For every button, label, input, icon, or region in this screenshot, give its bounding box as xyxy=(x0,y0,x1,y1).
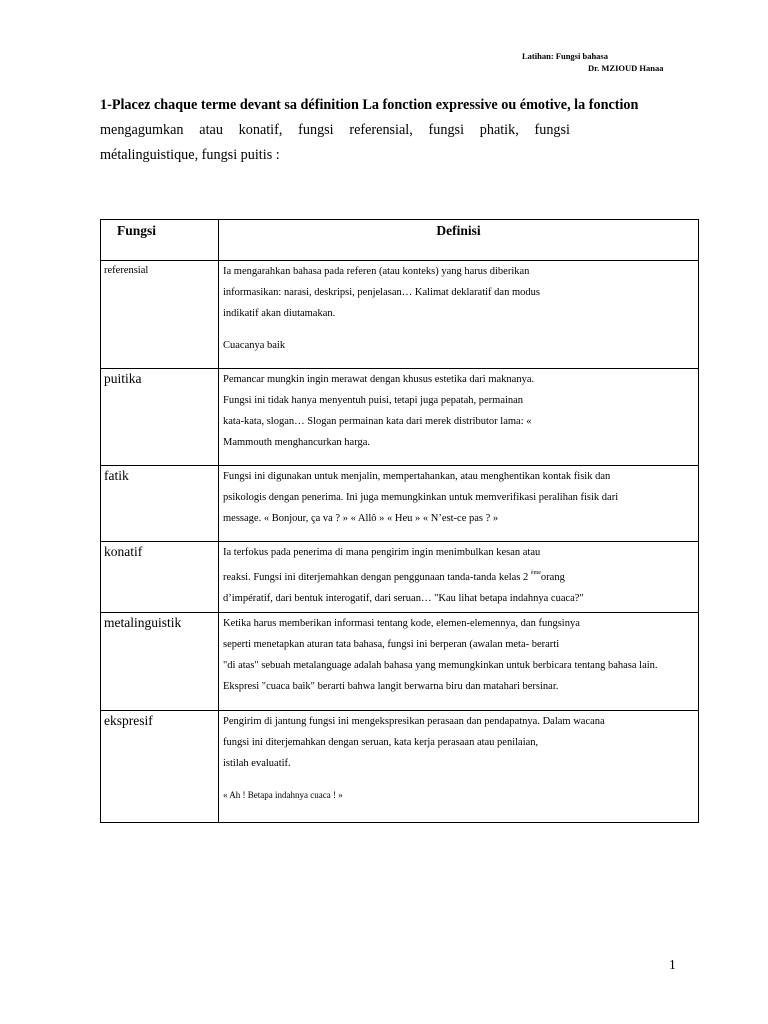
header-fungsi: Fungsi xyxy=(101,220,219,261)
definition-line: seperti menetapkan aturan tata bahasa, fungsi ini berperan (awalan meta- berarti xyxy=(223,639,560,650)
table-row xyxy=(101,542,699,613)
definition-cell xyxy=(219,613,699,711)
definition-line-tail: orang xyxy=(540,572,565,583)
definition-line: kata-kata, slogan… Slogan permainan kata dari merek distributor lama: « xyxy=(223,416,532,427)
definition-line-text: reaksi. Fungsi ini diterjemahkan dengan penggunaan tanda-tanda kelas 2 xyxy=(223,572,529,583)
header-definisi: Definisi xyxy=(219,220,699,261)
definition-example: Cuacanya baik xyxy=(223,340,286,351)
definition-line: informasikan: narasi, deskripsi, penjelasan… Kalimat deklaratif dan modus xyxy=(223,287,540,298)
definition-line: "di atas" sebuah metalanguage adalah bahasa yang memungkinkan untuk berbicara tentang bahasa lain. xyxy=(223,660,658,671)
question-text xyxy=(100,93,700,168)
definition-line: Pemancar mungkin ingin merawat dengan khusus estetika dari maknanya. xyxy=(223,374,535,385)
term-cell: fatik xyxy=(101,466,219,542)
page-header xyxy=(522,50,663,74)
definition-cell xyxy=(219,261,699,369)
definition-line: Fungsi ini tidak hanya menyentuh puisi, tetapi juga pepatah, permainan xyxy=(223,395,524,406)
superscript-eme: ème xyxy=(530,570,541,576)
definition-line: d’impératif, dari bentuk interogatif, dari seruan… "Kau lihat betapa indahnya cuaca?" xyxy=(223,593,584,604)
definition-cell xyxy=(219,466,699,542)
definition-example: « Ah ! Betapa indahnya cuaca ! » xyxy=(223,790,343,800)
term-cell: ekspresif xyxy=(101,711,219,823)
definition-line: fungsi ini diterjemahkan dengan seruan, kata kerja perasaan atau penilaian, xyxy=(223,737,539,748)
definition-line: message. « Bonjour, ça va ? » « Allô » « Heu » « N’est-ce pas ? » xyxy=(223,513,499,524)
table-row xyxy=(101,613,699,711)
term-cell: puitika xyxy=(101,369,219,466)
question-bold: 1-Placez chaque terme devant sa définition La fonction expressive ou émotive, la fonction xyxy=(100,97,639,113)
term-cell: metalinguistik xyxy=(101,613,219,711)
definition-line: psikologis dengan penerima. Ini juga memungkinkan untuk memverifikasi peralihan fisik dari xyxy=(223,492,619,503)
definition-line: Fungsi ini digunakan untuk menjalin, mempertahankan, atau menghentikan kontak fisik dan xyxy=(223,471,611,482)
definition-line: Ekspresi "cuaca baik" berarti bahwa langit berwarna biru dan matahari bersinar. xyxy=(223,681,559,692)
question-line-2: mengagumkan atau konatif, fungsi referensial, fungsi phatik, fungsi xyxy=(100,122,570,138)
definition-cell xyxy=(219,542,699,613)
term-cell: referensial xyxy=(101,261,219,369)
definition-line: indikatif akan diutamakan. xyxy=(223,308,336,319)
definition-line: Pengirim di jantung fungsi ini mengekspresikan perasaan dan pendapatnya. Dalam wacana xyxy=(223,716,605,727)
header-exercise-title: Latihan: Fungsi bahasa xyxy=(522,51,608,61)
definition-line xyxy=(223,563,694,588)
definition-line: Ia terfokus pada penerima di mana pengirim ingin menimbulkan kesan atau xyxy=(223,547,541,558)
page-number: 1 xyxy=(669,957,676,972)
definition-line: Mammouth menghancurkan harga. xyxy=(223,437,371,448)
definition-line: Ia mengarahkan bahasa pada referen (atau konteks) yang harus diberikan xyxy=(223,266,530,277)
definition-cell xyxy=(219,369,699,466)
term-cell: konatif xyxy=(101,542,219,613)
table-row xyxy=(101,711,699,823)
question-line-3: métalinguistique, fungsi puitis : xyxy=(100,147,280,163)
table-header-row xyxy=(101,220,699,261)
table-row xyxy=(101,261,699,369)
definition-line: Ketika harus memberikan informasi tentang kode, elemen-elemennya, dan fungsinya xyxy=(223,618,580,629)
definitions-table xyxy=(100,219,699,823)
table-row xyxy=(101,466,699,542)
header-author: Dr. MZIOUD Hanaa xyxy=(588,63,664,73)
definition-cell xyxy=(219,711,699,823)
table-row xyxy=(101,369,699,466)
definition-line: istilah evaluatif. xyxy=(223,758,291,769)
